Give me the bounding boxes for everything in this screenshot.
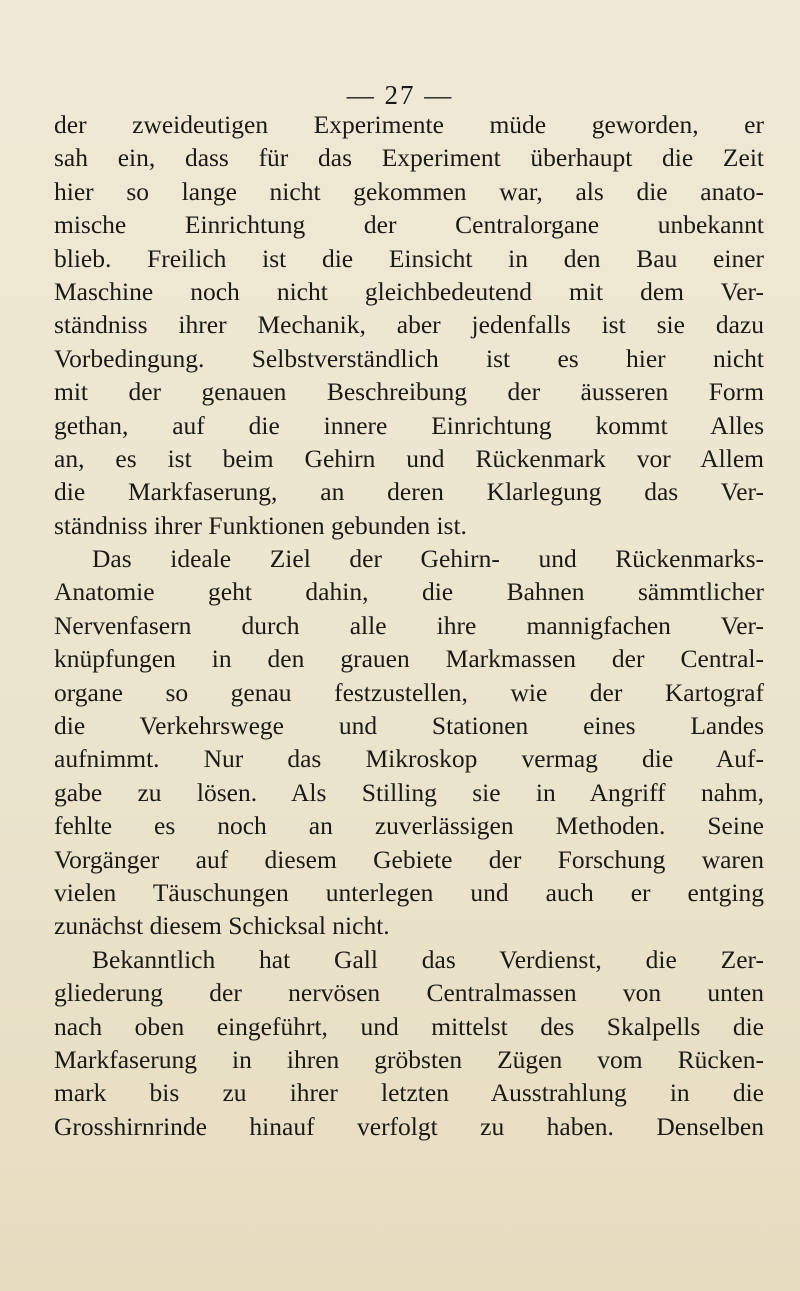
- paragraph-2: [54, 542, 764, 943]
- text-line: organe so genau festzustellen, wie der Kartograf: [54, 677, 764, 707]
- text-line: Markfaserung in ihren gröbsten Zügen vom Rücken-: [54, 1044, 764, 1074]
- text-line: sah ein, dass für das Experiment überhaupt die Zeit: [54, 143, 764, 173]
- text-line: mit der genauen Beschreibung der äusseren Form: [54, 377, 764, 407]
- text-line: gliederung der nervösen Centralmassen von unten: [54, 978, 764, 1008]
- text-line: Vorgänger auf diesem Gebiete der Forschung waren: [54, 844, 764, 874]
- text-line: Vorbedingung. Selbstverständlich ist es hier nicht: [54, 343, 764, 373]
- text-line: Maschine noch nicht gleichbedeutend mit dem Ver-: [54, 276, 764, 306]
- text-line: fehlte es noch an zuverlässigen Methoden. Seine: [54, 811, 764, 841]
- text-line: die Markfaserung, an deren Klarlegung das Ver-: [54, 477, 764, 507]
- text-line: der zweideutigen Experimente müde geworden, er: [54, 110, 764, 139]
- text-line: Bekanntlich hat Gall das Verdienst, die Zer-: [92, 944, 764, 974]
- text-line: Das ideale Ziel der Gehirn- und Rückenmarks-: [92, 544, 764, 574]
- text-line: gabe zu lösen. Als Stilling sie in Angriff nahm,: [54, 777, 764, 807]
- text-line: gethan, auf die innere Einrichtung kommt Alles: [54, 410, 764, 440]
- text-line: mische Einrichtung der Centralorgane unbekannt: [54, 210, 764, 240]
- text-line: ständniss ihrer Mechanik, aber jedenfalls ist sie dazu: [54, 310, 764, 340]
- text-line: vielen Täuschungen unterlegen und auch er entging: [54, 877, 764, 907]
- text-line: ständniss ihrer Funktionen gebunden ist.: [54, 510, 467, 540]
- text-line: die Verkehrswege und Stationen eines Landes: [54, 711, 764, 741]
- text-line: hier so lange nicht gekommen war, als die anato-: [54, 176, 764, 206]
- paragraph-1: [54, 108, 764, 542]
- text-line: Grosshirnrinde hinauf verfolgt zu haben. Denselben: [54, 1111, 764, 1141]
- body-text: [54, 108, 764, 1143]
- paragraph-3: [54, 943, 764, 1143]
- page-number: — 27 —: [346, 80, 454, 110]
- text-line: an, es ist beim Gehirn und Rückenmark vor Allem: [54, 443, 764, 473]
- text-line: zunächst diesem Schicksal nicht.: [54, 911, 390, 941]
- text-line: mark bis zu ihrer letzten Ausstrahlung in die: [54, 1078, 764, 1108]
- text-line: aufnimmt. Nur das Mikroskop vermag die Auf-: [54, 744, 764, 774]
- text-line: Anatomie geht dahin, die Bahnen sämmtlicher: [54, 577, 764, 607]
- text-line: Nervenfasern durch alle ihre mannigfachen Ver-: [54, 610, 764, 640]
- text-line: nach oben eingeführt, und mittelst des Skalpells die: [54, 1011, 764, 1041]
- text-line: blieb. Freilich ist die Einsicht in den Bau einer: [54, 243, 764, 273]
- text-line: knüpfungen in den grauen Markmassen der Central-: [54, 644, 764, 674]
